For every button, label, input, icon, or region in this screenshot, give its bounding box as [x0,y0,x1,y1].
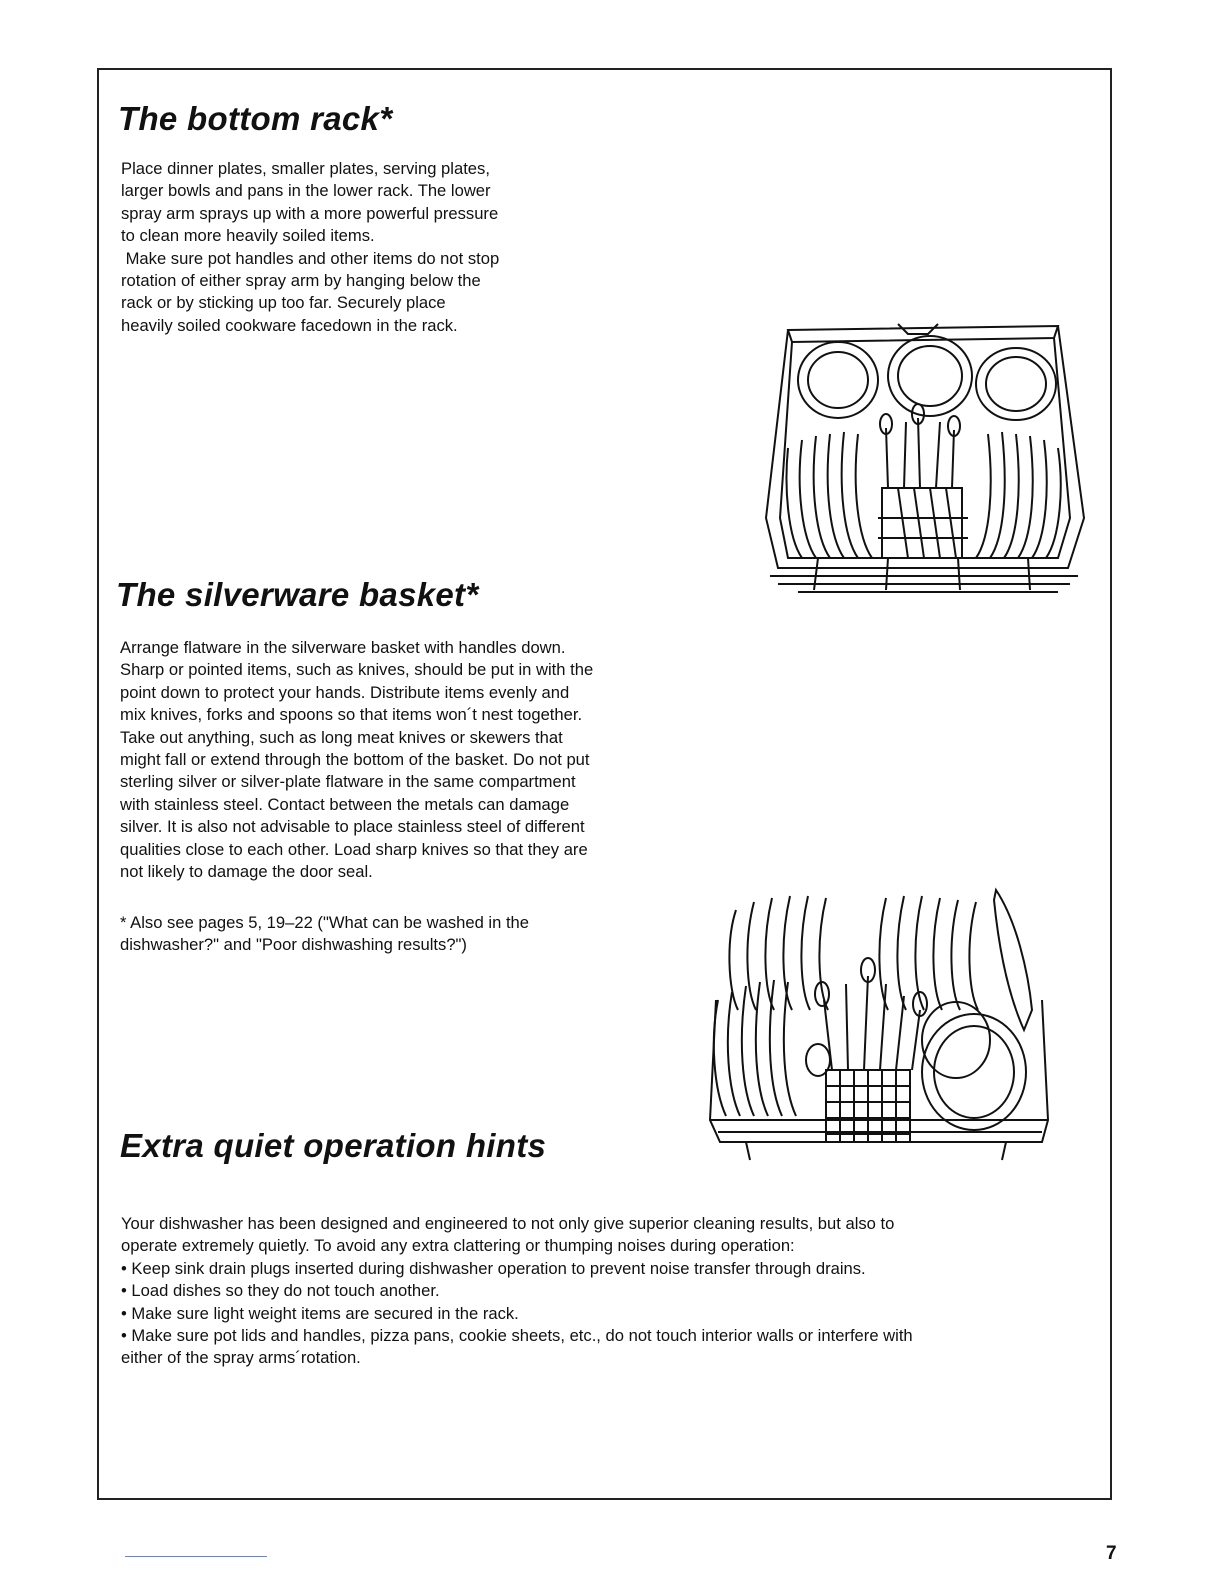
text-line: Make sure pot handles and other items do not stop [121,248,500,268]
bottom-rack-text [121,158,499,337]
text-line: * Also see pages 5, 19–22 ("What can be washed in the [120,913,530,932]
bottom-rack-heading: The bottom rack* [118,100,393,137]
text-line: qualities close to each other. Load sharp knives so that they are [120,839,588,859]
text-line: rotation of either spray arm by hanging below the [121,271,481,291]
text-line: sterling silver or silver-plate flatware in the same compartment [120,772,576,792]
text-line: to clean more heavily soiled items. [121,226,375,246]
text-line: silver. It is also not advisable to place stainless steel of different [120,817,585,837]
list-item: • Load dishes so they do not touch another. [121,1281,440,1301]
list-item: • Make sure light weight items are secured in the rack. [121,1303,519,1323]
quiet-operation-heading: Extra quiet operation hints [120,1127,547,1164]
text-line: might fall or extend through the bottom of the basket. Do not put [120,750,590,770]
text-line: spray arm sprays up with a more powerful pressure [121,203,499,223]
text-line: dishwasher?" and "Poor dishwashing results?") [120,935,467,955]
text-line: point down to protect your hands. Distribute items evenly and [120,682,570,702]
text-line: Your dishwasher has been designed and engineered to not only give superior cleaning results, but also to [121,1214,895,1233]
text-line: either of the spray arms´rotation. [121,1348,361,1368]
silverware-basket-illustration [706,880,1052,1162]
list-item: • Make sure pot lids and handles, pizza pans, cookie sheets, etc., do not touch interior walls or interfere with [121,1326,913,1346]
text-line: operate extremely quietly. To avoid any extra clattering or thumping noises during operation: [121,1236,795,1256]
text-line: with stainless steel. Contact between the metals can damage [120,794,570,814]
quiet-operation-text [121,1213,913,1370]
text-line: heavily soiled cookware facedown in the rack. [121,315,458,335]
page-number: 7 [1106,1543,1117,1564]
text-line: mix knives, forks and spoons so that items won´t nest together. [120,705,583,725]
text-line: Arrange flatware in the silverware basket with handles down. [120,638,566,657]
text-line: Take out anything, such as long meat knives or skewers that [120,727,563,747]
text-line: larger bowls and pans in the lower rack. The lower [121,181,491,201]
text-line: not likely to damage the door seal. [120,862,373,882]
text-line: rack or by sticking up too far. Securely place [121,293,446,313]
bottom-rack-illustration [758,318,1092,594]
silverware-basket-text [120,637,593,883]
footer-rule [125,1556,267,1557]
footnote [120,912,529,957]
silverware-basket-heading: The silverware basket* [116,576,479,613]
list-item: • Keep sink drain plugs inserted during dishwasher operation to prevent noise transfer through drains. [121,1258,866,1278]
text-line: Sharp or pointed items, such as knives, should be put in with the [120,660,594,680]
text-line: Place dinner plates, smaller plates, serving plates, [121,159,490,178]
